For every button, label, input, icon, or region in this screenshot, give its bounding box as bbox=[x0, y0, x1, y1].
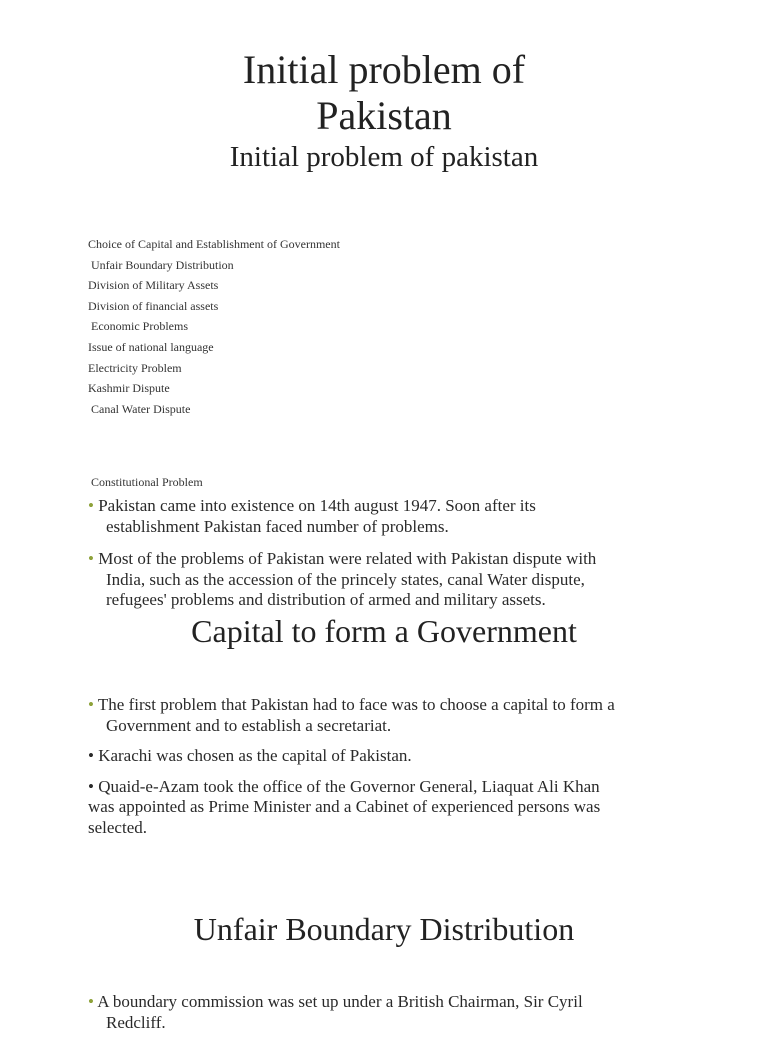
topic-list bbox=[88, 234, 340, 419]
bullet-text: Most of the problems of Pakistan were related with Pakistan dispute with bbox=[93, 549, 597, 568]
bullet-text-cont: refugees' problems and distribution of armed and military assets. bbox=[106, 590, 546, 609]
topic-item: Canal Water Dispute bbox=[88, 401, 191, 416]
intro-bullet bbox=[88, 496, 688, 537]
topic-item: Choice of Capital and Establishment of Government bbox=[88, 237, 340, 251]
title-line-2: Pakistan bbox=[316, 93, 452, 138]
bullet-text-cont: establishment Pakistan faced number of problems. bbox=[106, 516, 449, 536]
topic-item: Issue of national language bbox=[88, 339, 214, 354]
bullet-text-cont: Government and to establish a secretariat. bbox=[106, 715, 392, 735]
title-line-1: Initial problem of bbox=[242, 47, 526, 92]
page-subtitle: Initial problem of pakistan bbox=[229, 141, 539, 173]
bullet-icon: • bbox=[88, 695, 94, 714]
paragraph-text: was appointed as Prime Minister and a Cabinet of experienced persons was bbox=[88, 797, 601, 816]
topic-item: Kashmir Dispute bbox=[88, 381, 170, 396]
capital-paragraph bbox=[88, 777, 708, 839]
intro-bullet bbox=[88, 549, 688, 611]
bullet-icon: • bbox=[88, 496, 94, 515]
paragraph-text: selected. bbox=[88, 817, 147, 837]
topic-item: Division of financial assets bbox=[88, 298, 219, 313]
paragraph-text: • Quaid-e-Azam took the office of the Governor General, Liaquat Ali Khan bbox=[88, 776, 600, 796]
topic-item: Division of Military Assets bbox=[88, 278, 219, 293]
topic-item: Electricity Problem bbox=[88, 360, 182, 375]
bullet-text-cont: India, such as the accession of the princely states, canal Water dispute, bbox=[106, 569, 585, 589]
paragraph-text: • Karachi was chosen as the capital of Pakistan. bbox=[88, 746, 412, 765]
topic-item-constitutional: Constitutional Problem bbox=[88, 475, 203, 489]
bullet-icon: • bbox=[88, 549, 94, 568]
section-heading-capital: Capital to form a Government bbox=[191, 613, 577, 649]
bullet-text: The first problem that Pakistan had to face was to choose a capital to form a bbox=[93, 695, 615, 714]
bullet-text: Pakistan came into existence on 14th august 1947. Soon after its bbox=[93, 496, 536, 515]
boundary-bullet bbox=[88, 992, 688, 1033]
capital-bullet-list bbox=[88, 695, 708, 850]
bullet-icon: • bbox=[88, 992, 94, 1011]
capital-paragraph bbox=[88, 746, 708, 767]
intro-bullet-list bbox=[88, 496, 688, 623]
capital-bullet bbox=[88, 695, 708, 736]
bullet-text: A boundary commission was set up under a British Chairman, Sir Cyril bbox=[93, 992, 583, 1011]
section-heading-boundary: Unfair Boundary Distribution bbox=[193, 911, 575, 947]
topic-item: Unfair Boundary Distribution bbox=[88, 257, 234, 272]
bullet-text-cont: Redcliff. bbox=[106, 1012, 166, 1032]
topic-item: Economic Problems bbox=[88, 319, 188, 334]
boundary-bullet-list bbox=[88, 992, 688, 1045]
page-title bbox=[0, 47, 768, 139]
